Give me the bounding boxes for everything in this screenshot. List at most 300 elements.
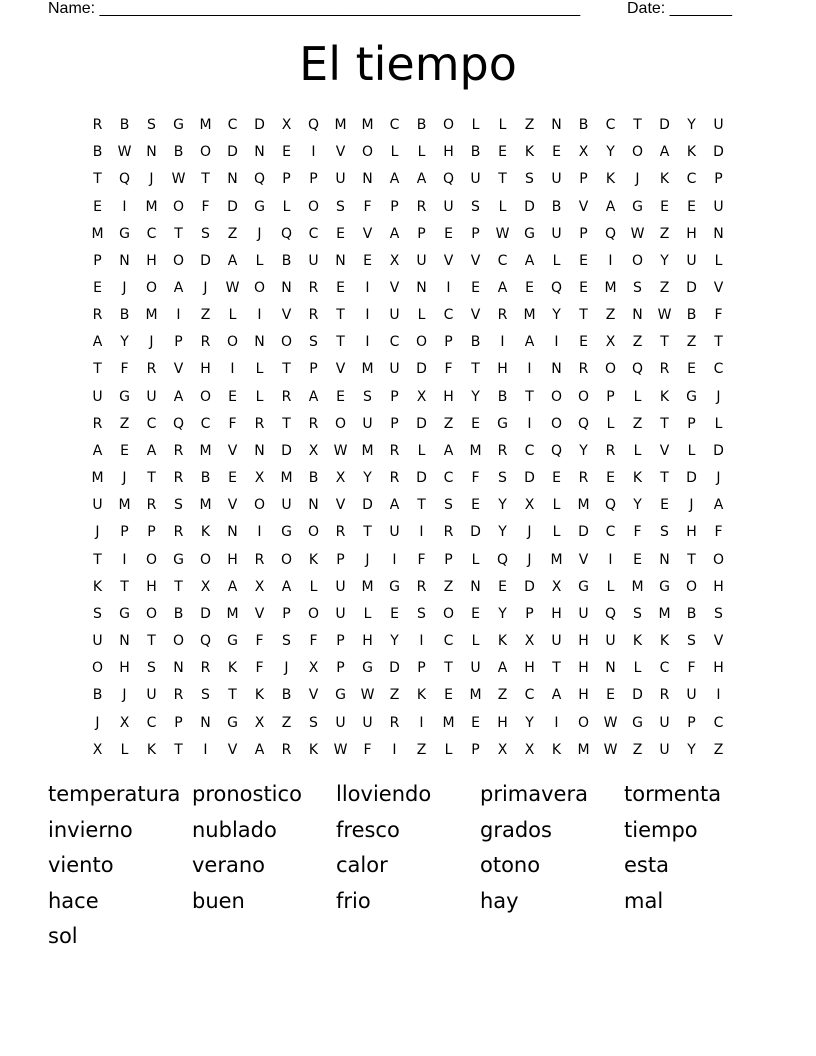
grid-letter: R xyxy=(146,361,157,378)
grid-letter: M xyxy=(361,117,374,134)
grid-letter: R xyxy=(308,280,319,297)
grid-letter: J xyxy=(716,388,721,405)
grid-letter: A xyxy=(659,144,670,161)
grid-letter: C xyxy=(605,117,616,134)
grid-letter: I xyxy=(176,307,181,324)
grid-letter: D xyxy=(254,117,265,134)
date-field: Date: _______ xyxy=(627,0,732,17)
grid-letter: Q xyxy=(550,280,563,297)
grid-letter: O xyxy=(280,551,293,568)
grid-letter: L xyxy=(714,252,723,269)
grid-letter: P xyxy=(93,252,102,269)
grid-letter: Y xyxy=(687,117,696,134)
grid-letter: F xyxy=(444,361,453,378)
grid-letter: T xyxy=(660,415,669,432)
grid-letter: D xyxy=(200,605,211,622)
grid-letter: X xyxy=(119,714,130,731)
grid-letter: R xyxy=(200,660,211,677)
grid-letter: E xyxy=(687,198,696,215)
grid-letter: I xyxy=(527,361,532,378)
grid-letter: C xyxy=(443,307,454,324)
grid-letter: V xyxy=(335,361,346,378)
grid-row xyxy=(84,465,732,492)
grid-letter: M xyxy=(361,361,374,378)
grid-letter: D xyxy=(524,470,535,487)
grid-letter: J xyxy=(635,171,640,188)
word-list-item: primavera xyxy=(480,782,588,806)
word-list-item: viento xyxy=(48,853,114,878)
grid-letter: D xyxy=(416,415,427,432)
grid-letter: F xyxy=(228,415,237,432)
grid-letter: W xyxy=(495,225,510,242)
grid-letter: J xyxy=(149,334,154,351)
grid-letter: D xyxy=(686,470,697,487)
grid-letter: U xyxy=(146,687,157,704)
grid-letter: U xyxy=(659,741,670,758)
grid-letter: B xyxy=(686,307,697,324)
grid-letter: X xyxy=(524,497,535,514)
grid-letter: M xyxy=(334,117,347,134)
grid-letter: E xyxy=(282,144,291,161)
page-title: El tiempo xyxy=(299,37,517,91)
grid-letter: H xyxy=(551,605,562,622)
grid-letter: Y xyxy=(525,714,534,731)
grid-letter: N xyxy=(119,633,130,650)
grid-letter: B xyxy=(281,252,292,269)
grid-letter: V xyxy=(470,307,481,324)
grid-letter: K xyxy=(659,171,670,188)
grid-letter: U xyxy=(470,171,481,188)
grid-letter: R xyxy=(173,442,184,459)
grid-letter: E xyxy=(660,198,669,215)
grid-letter: L xyxy=(309,578,318,595)
grid-letter: S xyxy=(660,524,669,541)
grid-letter: Z xyxy=(686,334,697,351)
grid-letter: C xyxy=(686,171,697,188)
grid-letter: J xyxy=(284,660,289,677)
grid-letter: U xyxy=(335,171,346,188)
grid-letter: O xyxy=(442,605,455,622)
grid-letter: M xyxy=(91,225,104,242)
grid-letter: I xyxy=(392,551,397,568)
grid-letter: R xyxy=(497,442,508,459)
grid-letter: J xyxy=(527,524,532,541)
grid-letter: U xyxy=(362,714,373,731)
grid-letter: O xyxy=(631,252,644,269)
word-list-item: hace xyxy=(48,888,99,913)
grid-letter: D xyxy=(524,198,535,215)
grid-letter: A xyxy=(389,497,400,514)
grid-letter: T xyxy=(498,171,507,188)
grid-letter: T xyxy=(282,415,291,432)
grid-letter: J xyxy=(716,470,721,487)
grid-letter: O xyxy=(604,361,617,378)
grid-letter: R xyxy=(605,442,616,459)
grid-row xyxy=(84,628,732,655)
grid-letter: F xyxy=(714,307,723,324)
word-list-item: nublado xyxy=(192,817,277,842)
grid-letter: B xyxy=(173,144,184,161)
grid-letter: O xyxy=(307,198,320,215)
grid-letter: R xyxy=(173,687,184,704)
grid-letter: G xyxy=(281,524,292,541)
grid-letter: E xyxy=(498,144,507,161)
grid-letter: L xyxy=(417,442,426,459)
grid-row xyxy=(84,166,732,193)
grid-letter: X xyxy=(254,578,265,595)
grid-letter: X xyxy=(578,144,589,161)
grid-letter: U xyxy=(335,578,346,595)
grid-letter: I xyxy=(230,361,235,378)
grid-letter: E xyxy=(471,280,480,297)
grid-letter: P xyxy=(417,660,426,677)
grid-letter: R xyxy=(92,117,103,134)
grid-letter: O xyxy=(91,660,104,677)
grid-letter: U xyxy=(362,415,373,432)
grid-letter: D xyxy=(632,687,643,704)
grid-letter: U xyxy=(92,497,103,514)
grid-letter: M xyxy=(361,442,374,459)
grid-letter: O xyxy=(145,280,158,297)
grid-letter: P xyxy=(444,334,453,351)
grid-letter: V xyxy=(443,252,454,269)
grid-letter: E xyxy=(336,225,345,242)
grid-letter: O xyxy=(253,280,266,297)
grid-letter: E xyxy=(606,470,615,487)
grid-letter: A xyxy=(227,252,238,269)
grid-letter: E xyxy=(471,605,480,622)
grid-letter: D xyxy=(227,144,238,161)
grid-letter: B xyxy=(92,687,103,704)
grid-letter: V xyxy=(470,252,481,269)
grid-letter: L xyxy=(363,605,372,622)
grid-letter: A xyxy=(389,171,400,188)
grid-row xyxy=(84,221,732,248)
grid-letter: R xyxy=(416,198,427,215)
word-list-item: lloviendo xyxy=(336,782,432,806)
grid-letter: K xyxy=(416,687,427,704)
grid-letter: V xyxy=(173,361,184,378)
grid-letter: U xyxy=(686,252,697,269)
grid-letter: G xyxy=(227,714,238,731)
grid-letter: W xyxy=(603,741,618,758)
grid-letter: S xyxy=(417,605,426,622)
grid-letter: L xyxy=(255,361,264,378)
grid-letter: U xyxy=(416,252,427,269)
grid-letter: J xyxy=(203,280,208,297)
grid-letter: O xyxy=(199,144,212,161)
grid-letter: Q xyxy=(577,415,590,432)
grid-letter: H xyxy=(443,388,454,405)
grid-letter: O xyxy=(226,334,239,351)
grid-letter: U xyxy=(551,633,562,650)
grid-letter: K xyxy=(659,388,670,405)
grid-letter: T xyxy=(174,741,183,758)
grid-letter: S xyxy=(336,198,345,215)
grid-letter: X xyxy=(524,633,535,650)
grid-letter: P xyxy=(471,225,480,242)
grid-letter: Z xyxy=(389,687,400,704)
grid-letter: B xyxy=(308,470,319,487)
grid-letter: S xyxy=(93,605,102,622)
grid-letter: L xyxy=(498,117,507,134)
grid-letter: L xyxy=(417,144,426,161)
grid-letter: K xyxy=(254,687,265,704)
grid-letter: V xyxy=(578,198,589,215)
grid-letter: U xyxy=(92,388,103,405)
grid-letter: E xyxy=(93,198,102,215)
grid-letter: P xyxy=(579,225,588,242)
grid-letter: T xyxy=(282,361,291,378)
word-list-item: invierno xyxy=(48,817,133,842)
grid-letter: V xyxy=(659,442,670,459)
grid-letter: Q xyxy=(199,633,212,650)
grid-letter: I xyxy=(608,252,613,269)
grid-letter: K xyxy=(308,551,319,568)
grid-letter: I xyxy=(365,334,370,351)
grid-letter: L xyxy=(444,741,453,758)
grid-letter: S xyxy=(633,280,642,297)
grid-letter: E xyxy=(579,252,588,269)
grid-letter: I xyxy=(419,524,424,541)
grid-letter: T xyxy=(444,660,453,677)
grid-letter: H xyxy=(686,524,697,541)
grid-letter: W xyxy=(117,144,132,161)
grid-letter: H xyxy=(146,252,157,269)
grid-row xyxy=(84,275,732,302)
grid-letter: C xyxy=(524,442,535,459)
grid-letter: V xyxy=(227,497,238,514)
grid-letter: L xyxy=(552,524,561,541)
grid-letter: M xyxy=(442,714,455,731)
grid-letter: R xyxy=(659,687,670,704)
grid-letter: Q xyxy=(442,171,455,188)
grid-letter: C xyxy=(524,687,535,704)
grid-letter: N xyxy=(281,280,292,297)
grid-letter: S xyxy=(525,171,534,188)
grid-letter: S xyxy=(174,497,183,514)
grid-letter: H xyxy=(686,225,697,242)
grid-letter: O xyxy=(361,144,374,161)
grid-letter: R xyxy=(146,497,157,514)
grid-letter: B xyxy=(416,117,427,134)
grid-letter: M xyxy=(91,470,104,487)
grid-letter: Q xyxy=(253,171,266,188)
grid-letter: R xyxy=(281,741,292,758)
grid-letter: I xyxy=(500,334,505,351)
grid-letter: I xyxy=(203,741,208,758)
grid-letter: D xyxy=(524,578,535,595)
grid-letter: R xyxy=(308,415,319,432)
grid-letter: U xyxy=(551,171,562,188)
grid-letter: R xyxy=(200,334,211,351)
grid-letter: V xyxy=(713,280,724,297)
grid-letter: I xyxy=(419,714,424,731)
grid-letter: R xyxy=(281,388,292,405)
grid-letter: N xyxy=(200,714,211,731)
grid-letter: I xyxy=(554,334,559,351)
grid-letter: V xyxy=(227,442,238,459)
grid-letter: Z xyxy=(632,741,643,758)
grid-letter: V xyxy=(713,633,724,650)
grid-letter: C xyxy=(146,225,157,242)
grid-letter: T xyxy=(471,361,480,378)
grid-letter: R xyxy=(389,470,400,487)
grid-letter: P xyxy=(120,524,129,541)
grid-letter: U xyxy=(713,198,724,215)
grid-letter: A xyxy=(92,334,103,351)
grid-letter: C xyxy=(497,252,508,269)
grid-letter: S xyxy=(687,633,696,650)
grid-letter: O xyxy=(172,633,185,650)
grid-letter: C xyxy=(200,415,211,432)
grid-letter: O xyxy=(307,524,320,541)
grid-letter: Q xyxy=(631,361,644,378)
grid-letter: J xyxy=(95,524,100,541)
word-list-item: otono xyxy=(480,853,541,878)
grid-letter: E xyxy=(579,280,588,297)
grid-letter: R xyxy=(92,415,103,432)
grid-letter: P xyxy=(444,551,453,568)
grid-letter: D xyxy=(470,524,481,541)
word-list-item: esta xyxy=(624,853,669,878)
grid-letter: B xyxy=(551,198,562,215)
word-list-item: mal xyxy=(624,888,664,913)
grid-letter: E xyxy=(552,470,561,487)
grid-letter: N xyxy=(605,660,616,677)
grid-letter: Z xyxy=(119,415,130,432)
grid-letter: N xyxy=(254,334,265,351)
grid-letter: H xyxy=(362,633,373,650)
grid-letter: A xyxy=(605,198,616,215)
grid-letter: L xyxy=(714,415,723,432)
grid-letter: Y xyxy=(633,497,642,514)
grid-letter: G xyxy=(686,388,697,405)
grid-letter: A xyxy=(551,687,562,704)
grid-letter: U xyxy=(335,714,346,731)
grid-letter: A xyxy=(443,442,454,459)
grid-letter: X xyxy=(416,388,427,405)
grid-letter: Y xyxy=(471,388,480,405)
grid-letter: U xyxy=(713,117,724,134)
grid-letter: Y xyxy=(498,497,507,514)
grid-letter: O xyxy=(253,497,266,514)
grid-letter: G xyxy=(119,225,130,242)
grid-letter: A xyxy=(524,252,535,269)
grid-letter: F xyxy=(255,633,264,650)
grid-letter: T xyxy=(579,307,588,324)
grid-letter: O xyxy=(307,605,320,622)
grid-letter: Z xyxy=(200,307,211,324)
grid-letter: E xyxy=(660,497,669,514)
grid-letter: J xyxy=(527,551,532,568)
grid-letter: T xyxy=(633,117,642,134)
grid-letter: I xyxy=(257,524,262,541)
grid-letter: L xyxy=(282,198,291,215)
grid-letter: S xyxy=(282,633,291,650)
grid-row xyxy=(84,193,732,220)
grid-letter: V xyxy=(308,687,319,704)
grid-letter: H xyxy=(119,660,130,677)
grid-letter: H xyxy=(497,361,508,378)
grid-letter: X xyxy=(605,334,616,351)
grid-letter: E xyxy=(552,144,561,161)
grid-letter: D xyxy=(200,252,211,269)
grid-letter: V xyxy=(578,551,589,568)
word-list-item: fresco xyxy=(336,817,400,842)
grid-row xyxy=(84,112,732,139)
grid-letter: N xyxy=(470,578,481,595)
grid-letter: R xyxy=(173,524,184,541)
grid-letter: O xyxy=(172,252,185,269)
grid-letter: W xyxy=(225,280,240,297)
grid-letter: U xyxy=(146,388,157,405)
grid-letter: A xyxy=(389,225,400,242)
grid-letter: U xyxy=(605,633,616,650)
grid-letter: A xyxy=(416,171,427,188)
grid-row xyxy=(84,682,732,709)
grid-letter: E xyxy=(633,551,642,568)
grid-letter: Z xyxy=(659,225,670,242)
word-list-item: hay xyxy=(480,888,519,913)
grid-letter: G xyxy=(362,660,373,677)
grid-letter: K xyxy=(227,660,238,677)
grid-letter: D xyxy=(362,497,373,514)
grid-letter: N xyxy=(227,171,238,188)
grid-letter: F xyxy=(687,660,696,677)
grid-letter: L xyxy=(498,198,507,215)
grid-letter: O xyxy=(550,415,563,432)
grid-letter: L xyxy=(606,415,615,432)
grid-letter: I xyxy=(311,144,316,161)
grid-letter: K xyxy=(632,470,643,487)
grid-row xyxy=(84,519,732,546)
grid-letter: J xyxy=(122,687,127,704)
grid-letter: C xyxy=(605,524,616,541)
grid-letter: X xyxy=(551,578,562,595)
grid-letter: N xyxy=(308,497,319,514)
grid-letter: B xyxy=(497,388,508,405)
grid-letter: O xyxy=(172,198,185,215)
grid-letter: O xyxy=(550,388,563,405)
grid-letter: L xyxy=(228,307,237,324)
grid-letter: C xyxy=(659,660,670,677)
grid-letter: Z xyxy=(227,225,238,242)
grid-letter: H xyxy=(713,660,724,677)
grid-row xyxy=(84,547,732,574)
grid-letter: N xyxy=(551,117,562,134)
grid-letter: Q xyxy=(604,497,617,514)
grid-letter: T xyxy=(147,633,156,650)
grid-letter: G xyxy=(632,714,643,731)
grid-letter: C xyxy=(443,633,454,650)
grid-letter: L xyxy=(255,252,264,269)
grid-letter: P xyxy=(309,361,318,378)
grid-letter: Y xyxy=(552,307,561,324)
grid-letter: Z xyxy=(605,307,616,324)
grid-letter: C xyxy=(389,334,400,351)
grid-letter: D xyxy=(713,144,724,161)
grid-letter: I xyxy=(716,687,721,704)
grid-letter: I xyxy=(392,741,397,758)
grid-letter: T xyxy=(93,361,102,378)
grid-letter: K xyxy=(605,171,616,188)
grid-letter: S xyxy=(309,714,318,731)
grid-letter: M xyxy=(226,605,239,622)
grid-letter: X xyxy=(335,470,346,487)
grid-letter: T xyxy=(525,388,534,405)
grid-letter: V xyxy=(254,605,265,622)
